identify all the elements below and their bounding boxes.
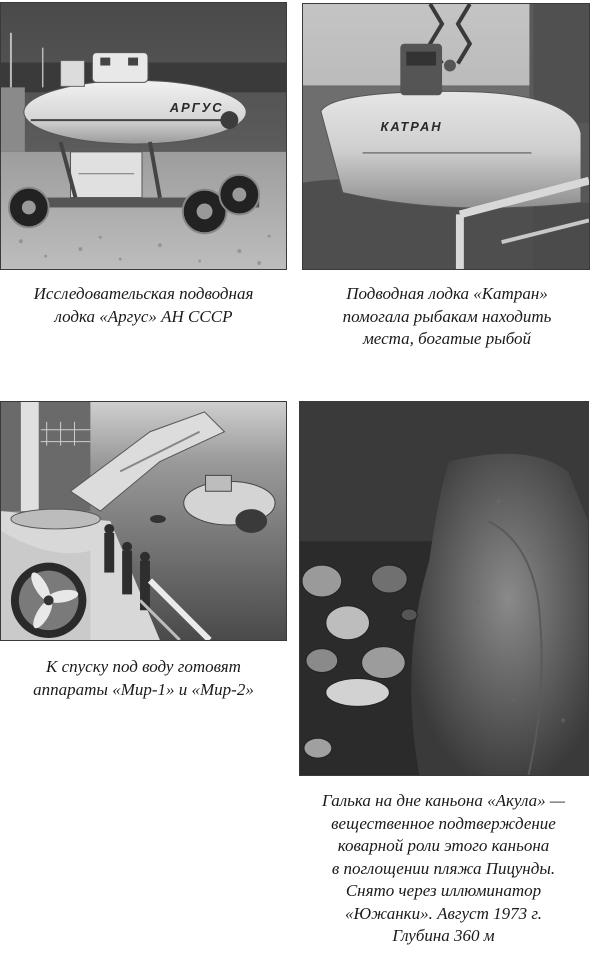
caption-line: места, богатые рыбой — [362, 329, 532, 348]
katran-hull-lettering: КАТРАН — [380, 119, 443, 135]
caption-line: Галька на дне каньона «Акула» — — [322, 791, 565, 810]
photo-argus-submarine — [0, 2, 287, 270]
caption-line: помогала рыбакам находить — [342, 306, 552, 326]
caption-line: Исследовательская подводная — [33, 284, 254, 303]
caption-argus — [0, 283, 287, 328]
caption-katran — [302, 283, 592, 351]
caption-line: Глубина 360 м — [392, 926, 495, 945]
caption-line: вещественное подтверждение — [331, 813, 556, 833]
caption-line: Снято через иллюминатор — [345, 881, 542, 900]
photo-katran-submarine — [302, 3, 590, 270]
caption-pebbles — [295, 790, 592, 948]
caption-line: в поглощении пляжа Пицунды. — [331, 858, 556, 878]
caption-line: аппараты «Мир-1» и «Мир-2» — [33, 679, 254, 699]
argus-hull-lettering: АРГУС — [169, 100, 224, 116]
caption-line: «Южанки». Август 1973 г. — [344, 903, 543, 923]
caption-line: лодка «Аргус» АН СССР — [54, 306, 233, 326]
caption-line: К спуску под воду готовят — [46, 657, 241, 676]
photo-mir-submersibles — [0, 401, 287, 641]
caption-line: Подводная лодка «Катран» — [346, 284, 548, 303]
caption-mir — [0, 656, 287, 701]
caption-line: коварной роли этого каньона — [337, 836, 550, 855]
photo-canyon-pebbles — [299, 401, 589, 776]
